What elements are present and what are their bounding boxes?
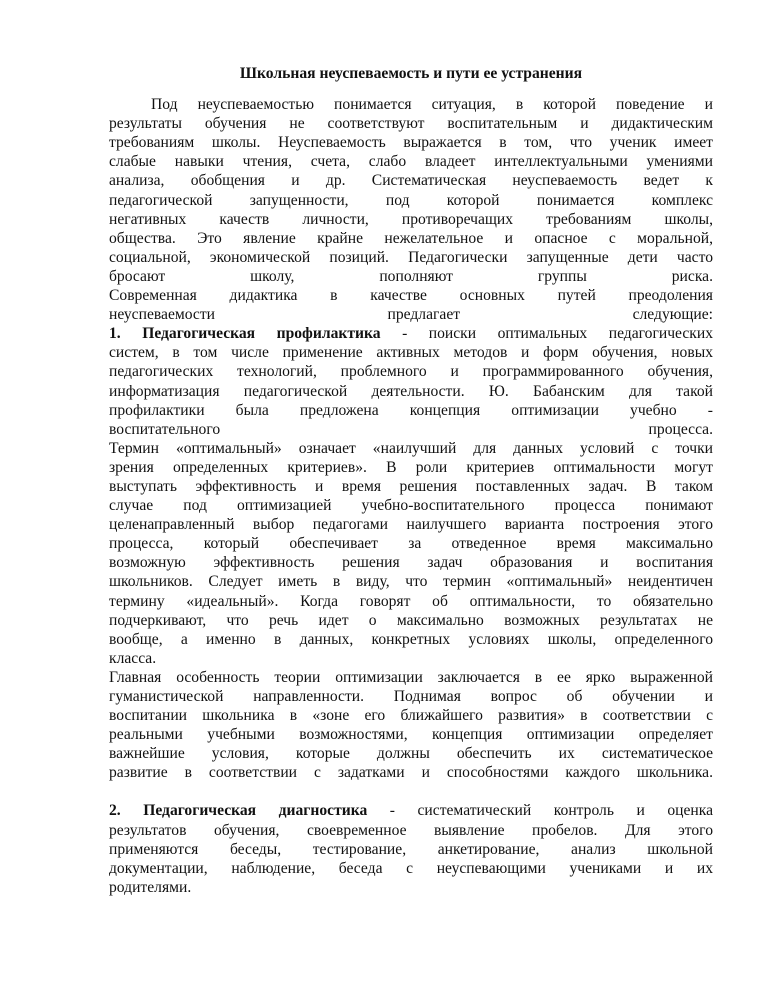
section-first-line — [109, 324, 713, 343]
text-line: Термин «оптимальный» означает «наилучший для данных условий с точки — [109, 439, 713, 457]
section-heading-rest: - систематический контроль и оценка — [367, 802, 713, 820]
text-line: педагогической запущенности, под которой понимается комплекс — [109, 191, 713, 209]
section-heading-rest: - поиски оптимальных педагогических — [380, 325, 713, 343]
text-line: развитие в соответствии с задатками и способностями каждого школьника. — [109, 764, 713, 782]
text-line: реальными учебными возможностями, концепция оптимизации определяет — [109, 726, 713, 744]
text-line: воспитательного процесса. — [109, 420, 713, 438]
text-line: Современная дидактика в качестве основных путей преодоления — [109, 287, 713, 305]
text-line: неуспеваемости предлагает следующие: — [109, 306, 713, 324]
text-line: результатов обучения, своевременное выявление пробелов. Для этого — [109, 821, 713, 839]
text-line: Под неуспеваемостью понимается ситуация, в которой поведение и — [151, 96, 713, 114]
text-line: педагогических технологий, проблемного и программированного обучения, — [109, 363, 713, 381]
intro-paragraph — [109, 95, 713, 324]
text-line: процесса, который обеспечивает за отведенное время максимально — [109, 535, 713, 553]
text-line: негативных качеств личности, противоречащих требованиям школы, — [109, 210, 713, 228]
text-line: термину «идеальный». Когда говорят об оптимальности, то обязательно — [109, 592, 713, 610]
text-line: целенаправленный выбор педагогами наилучшего варианта построения этого — [109, 516, 713, 534]
text-line: систем, в том числе применение активных методов и форм обучения, новых — [109, 344, 713, 362]
text-line: выступать эффективность и время решения поставленных задач. В таком — [109, 477, 713, 495]
text-line: применяются беседы, тестирование, анкетирование, анализ школьной — [109, 840, 713, 858]
text-line: зрения определенных критериев». В роли критериев оптимальности могут — [109, 458, 713, 476]
text-line: случае под оптимизацией учебно-воспитательного процесса понимают — [109, 497, 713, 515]
text-line: общества. Это явление крайне нежелательное и опасное с моральной, — [109, 229, 713, 247]
section-diagnostics — [109, 801, 713, 896]
section-prophylaxis — [109, 324, 713, 782]
text-line: школьников. Следует иметь в виду, что термин «оптимальный» неидентичен — [109, 573, 713, 591]
text-line: подчеркивают, что речь идет о максимально возможных результатах не — [109, 611, 713, 629]
section-first-line — [109, 801, 713, 820]
document-page — [109, 64, 713, 897]
text-line: информатизация педагогической деятельности. Ю. Бабанским для такой — [109, 382, 713, 400]
text-line: документации, наблюдение, беседа с неуспевающими учениками и их — [109, 859, 713, 877]
text-line: родителями. — [109, 878, 192, 896]
text-line: результаты обучения не соответствуют воспитательным и дидактическим — [109, 115, 713, 133]
text-line: важнейшие условия, которые должны обеспечить их систематическое — [109, 745, 713, 763]
text-line: вообще, а именно в данных, конкретных условиях школы, определенного — [109, 630, 713, 648]
text-line: анализа, обобщения и др. Систематическая неуспеваемость ведет к — [109, 172, 713, 190]
section-heading: 1. Педагогическая профилактика — [109, 325, 381, 343]
text-line: воспитании школьника в «зоне его ближайшего развития» в соответствии с — [109, 707, 713, 725]
section-heading: 2. Педагогическая диагностика — [109, 802, 368, 820]
text-line: возможную эффективность решения задач образования и воспитания — [109, 554, 713, 572]
paragraph-gap — [109, 782, 713, 801]
text-line: Главная особенность теории оптимизации заключается в ее ярко выраженной — [109, 668, 713, 686]
text-line: слабые навыки чтения, счета, слабо владеет интеллектуальными умениями — [109, 153, 713, 171]
text-line: требованиям школы. Неуспеваемость выражается в том, что ученик имеет — [109, 134, 713, 152]
text-line: социальной, экономической позиций. Педагогически запущенные дети часто — [109, 248, 713, 266]
text-line: гуманистической направленности. Поднимая вопрос об обучении и — [109, 688, 713, 705]
document-title: Школьная неуспеваемость и пути ее устранения — [239, 65, 583, 82]
text-line: класса. — [109, 649, 157, 667]
text-line: профилактики была предложена концепция оптимизации учебно - — [109, 401, 713, 419]
text-line: бросают школу, пополняют группы риска. — [109, 267, 713, 285]
